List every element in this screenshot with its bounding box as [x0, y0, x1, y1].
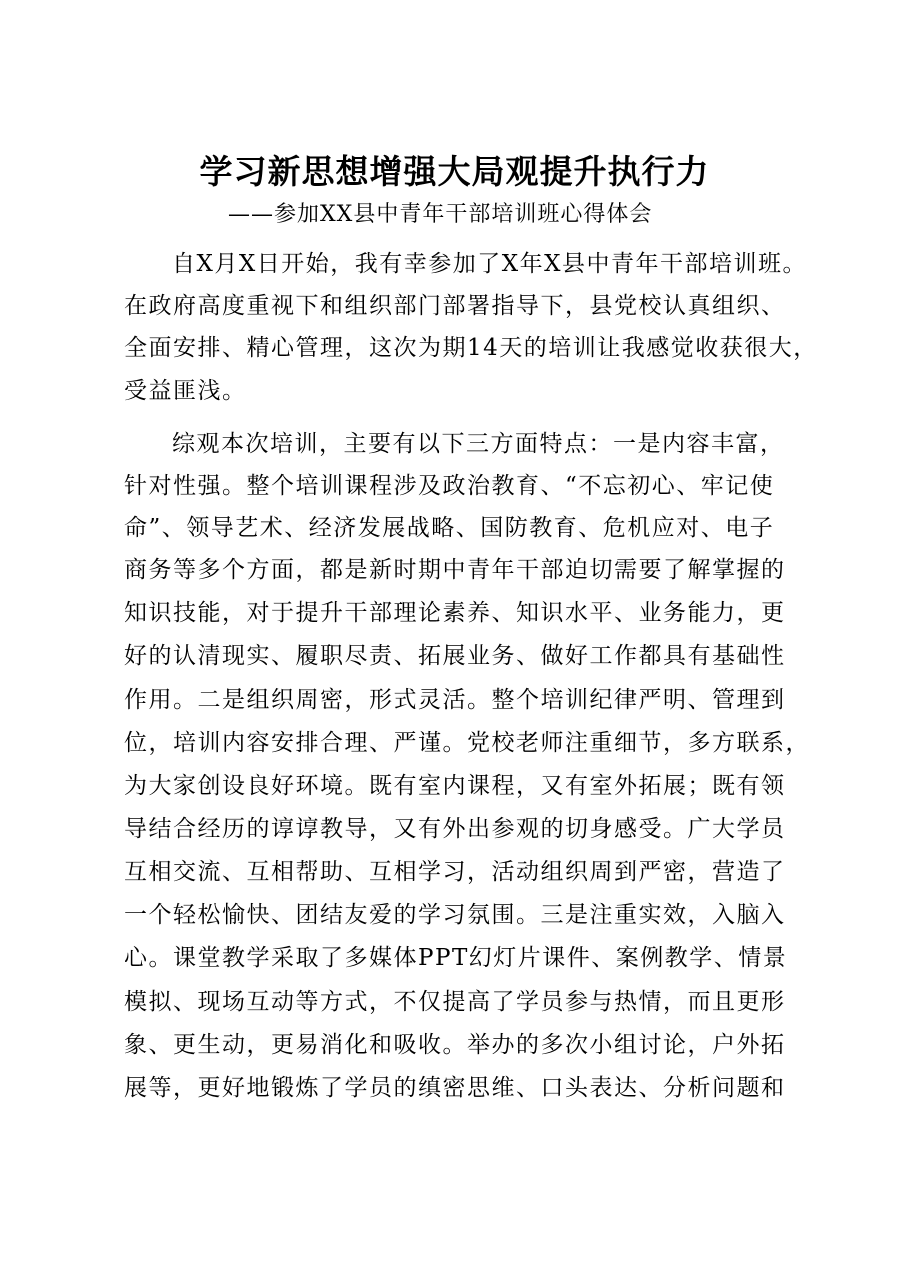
paragraph-1-line-3: 全面安排、精心管理，这次为期14天的培训让我感觉收获很大，	[124, 335, 818, 361]
paragraph-2-line-7: 作用。二是组织周密，形式灵活。整个培训纪律严明、管理到	[124, 687, 786, 713]
document-subtitle: ——参加XX县中青年干部培训班心得体会	[228, 202, 653, 227]
paragraph-1-line-2: 在政府高度重视下和组织部门部署指导下，县党校认真组织、	[124, 293, 786, 319]
paragraph-2-line-12: 一个轻松愉快、团结友爱的学习氛围。三是注重实效，入脑入	[124, 902, 786, 928]
paragraph-2-line-15: 象、更生动，更易消化和吸收。举办的多次小组讨论，户外拓	[124, 1032, 786, 1058]
paragraph-2-line-16: 展等，更好地锻炼了学员的缜密思维、口头表达、分析问题和	[124, 1075, 786, 1101]
paragraph-2-line-1: 综观本次培训，主要有以下三方面特点：一是内容丰富，	[172, 431, 785, 457]
paragraph-2-line-5: 知识技能，对于提升干部理论素养、知识水平、业务能力，更	[124, 600, 786, 626]
paragraph-2-line-3: 命”、领导艺术、经济发展战略、国防教育、危机应对、电子	[124, 515, 775, 541]
paragraph-2-line-2: 针对性强。整个培训课程涉及政治教育、“不忘初心、牢记使	[124, 473, 775, 499]
paragraph-2-line-4: 商务等多个方面，都是新时期中青年干部迫切需要了解掌握的	[124, 557, 786, 583]
paragraph-2-line-8: 位，培训内容安排合理、严谨。党校老师注重细节，多方联系，	[124, 730, 810, 756]
paragraph-1-line-4: 受益匪浅。	[124, 378, 247, 404]
paragraph-2-line-11: 互相交流、互相帮助、互相学习，活动组织周到严密，营造了	[124, 859, 786, 885]
paragraph-2-line-9: 为大家创设良好环境。既有室内课程，又有室外拓展；既有领	[124, 773, 786, 799]
paragraph-2-line-13: 心。课堂教学采取了多媒体PPT幻灯片课件、案例教学、情景	[124, 945, 788, 971]
paragraph-1-line-1: 自X月X日开始，我有幸参加了X年X县中青年干部培训班。	[172, 251, 807, 277]
paragraph-2-line-10: 导结合经历的谆谆教导，又有外出参观的切身感受。广大学员	[124, 816, 786, 842]
paragraph-2-line-6: 好的认清现实、履职尽责、拓展业务、做好工作都具有基础性	[124, 643, 786, 669]
paragraph-2-line-14: 模拟、现场互动等方式，不仅提高了学员参与热情，而且更形	[124, 989, 786, 1015]
document-title: 学习新思想增强大局观提升执行力	[199, 152, 710, 191]
